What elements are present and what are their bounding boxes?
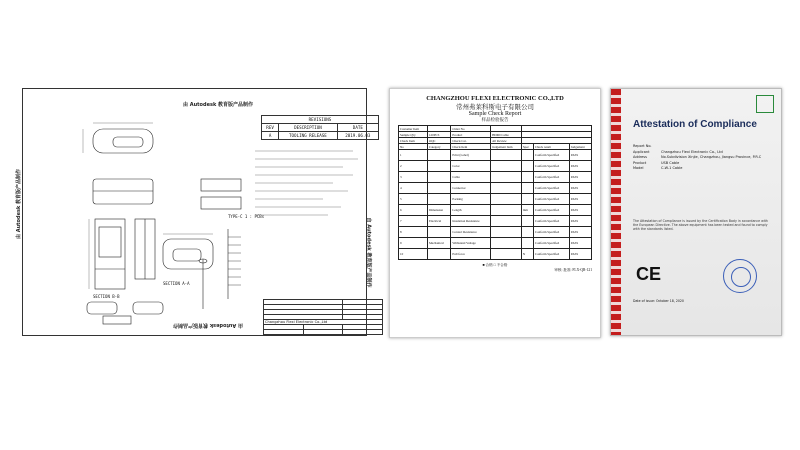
report-column-header: No [399, 144, 428, 150]
report-cell [491, 194, 522, 205]
report-cell [521, 150, 533, 161]
report-cell [491, 205, 522, 216]
certificate-paragraph: The Attestation of Compliance is issued by the Certification Body in accordance with the European Directive. The above equipment has been tested and found to comply with the standards listed. [633, 219, 768, 232]
report-cell: Insulation Resistance [451, 216, 491, 227]
technical-drawing [16, 88, 372, 336]
report-cell: Conform Specified [533, 161, 569, 172]
report-cell: Conform Specified [533, 249, 569, 260]
report-row [399, 238, 592, 249]
watermark-bottom: 由 Autodesk 教育版产品制作 [173, 322, 244, 328]
report-table [398, 125, 592, 260]
report-cell: Print (Label) [451, 150, 491, 161]
report-cell [427, 183, 450, 194]
report-cell: Packing [451, 194, 491, 205]
report-cell: Withstand Voltage [451, 238, 491, 249]
report-row [399, 183, 592, 194]
report-row [399, 216, 592, 227]
report-cell: PASS [569, 194, 591, 205]
rev-header: DESCRIPTION [279, 124, 338, 132]
rev-cell: A [262, 132, 279, 140]
report-cell: PASS [569, 238, 591, 249]
report-cell: PASS [569, 183, 591, 194]
report-cell [491, 249, 522, 260]
report-column-header: Check Item [451, 144, 491, 150]
report-cell: Conform Specified [533, 194, 569, 205]
report-cell: Length [451, 205, 491, 216]
report-cell [491, 161, 522, 172]
report-column-header: Category [427, 144, 450, 150]
report-cell: PASS [569, 161, 591, 172]
ce-mark-icon: CE [636, 264, 662, 284]
report-cell [521, 161, 533, 172]
report-row [399, 194, 592, 205]
report-header-cell: Order No [451, 126, 491, 132]
report-cell: 6 [399, 205, 428, 216]
rev-header: DATE [337, 124, 378, 132]
report-cell [427, 172, 450, 183]
report-cell [427, 227, 450, 238]
report-column-header: Check result [533, 144, 569, 150]
rev-cell: TOOLING RELEASE [279, 132, 338, 140]
report-header-cell: HDMI Cable [491, 132, 522, 138]
report-codes: 审核: 批准: FLX-QR-121 [554, 268, 592, 272]
drawing-label: TYPE-C 1 : PCBs [228, 214, 265, 219]
report-cell: Conform Specified [533, 227, 569, 238]
report-cell: Conform Specified [533, 238, 569, 249]
report-cell [521, 216, 533, 227]
report-cell [521, 172, 533, 183]
report-title: Sample Check Report [468, 111, 522, 117]
certificate-date: Date of issue: October 18, 2020 [633, 299, 684, 303]
report-header-cell: Check Item [399, 138, 428, 144]
report-company-cn: 常州弗莱科斯电子有限公司 [456, 104, 534, 111]
sample-check-report [389, 88, 601, 338]
rev-header: REV [262, 124, 279, 132]
report-cell: 1 [399, 150, 428, 161]
report-cell [427, 161, 450, 172]
report-cell: Cable [451, 172, 491, 183]
report-cell: 7 [399, 216, 428, 227]
report-cell: Conform Specified [533, 216, 569, 227]
report-cell: PASS [569, 216, 591, 227]
report-cell: 2 [399, 161, 428, 172]
certificate-field-key: Applicant [633, 149, 650, 154]
report-cell: PASS [569, 227, 591, 238]
watermark-top: 由 Autodesk 教育版产品制作 [183, 102, 254, 108]
report-cell: Electrical [427, 216, 450, 227]
title-block [263, 299, 383, 335]
watermark-left: 由 Autodesk 教育版产品制作 [16, 168, 22, 239]
report-header-cell: Check Cat. [451, 138, 491, 144]
report-cell: 10 [399, 249, 428, 260]
report-row [399, 205, 592, 216]
report-cell [427, 249, 450, 260]
report-row [399, 150, 592, 161]
report-company-en: CHANGZHOU FLEXI ELECTRONIC CO.,LTD [426, 95, 564, 102]
report-cell: Connector [451, 183, 491, 194]
report-row [399, 249, 592, 260]
report-header-cell: Customer Item [399, 126, 428, 132]
report-column-header: Spec [521, 144, 533, 150]
report-cell: Conform Specified [533, 183, 569, 194]
report-cell [491, 216, 522, 227]
report-cell [521, 194, 533, 205]
report-cell: PASS [569, 205, 591, 216]
report-cell [521, 227, 533, 238]
report-cell: Contact Resistance [451, 227, 491, 238]
certificate-border-band [611, 89, 621, 335]
report-cell: 4 [399, 183, 428, 194]
report-cell: 9 [399, 238, 428, 249]
certification-seal-icon [723, 259, 757, 293]
report-cell: PASS [569, 172, 591, 183]
certificate-field-value: Changzhou Flexi Electronic Co., Ltd [661, 149, 723, 154]
certificate-field-key: Report No. [633, 144, 652, 148]
report-cell [491, 150, 522, 161]
watermark-right: 由 Autodesk 教育版产品制作 [365, 217, 372, 288]
report-cell: Conform Specified [533, 172, 569, 183]
report-column-header: Judgement [569, 144, 591, 150]
rev-cell: 2019.06.03 [337, 132, 378, 140]
report-cell: Color [451, 161, 491, 172]
certificate-field-key: Model [633, 166, 644, 170]
report-header-cell: All Review [491, 138, 522, 144]
report-cell: 5 [399, 194, 428, 205]
certificate-field [633, 166, 761, 172]
certificate-field-key: Product [633, 160, 647, 165]
report-cell: PASS [569, 150, 591, 161]
certificate-title: Attestation of Compliance [633, 119, 757, 130]
report-cell: Mechanical [427, 238, 450, 249]
report-legend: ■ 合格 □ 不合格 [482, 263, 508, 267]
report-cell: Dimension [427, 205, 450, 216]
title-block-company: Changzhou Flexi Electronic Co.,Ltd [264, 320, 383, 325]
cert-logo-icon [756, 95, 774, 113]
report-cell: PASS [569, 249, 591, 260]
report-cell [491, 227, 522, 238]
report-cell: Conform Specified [533, 150, 569, 161]
report-subtitle: 样品检验报告 [481, 117, 509, 122]
compliance-certificate [610, 88, 782, 336]
report-cell [491, 183, 522, 194]
report-cell [427, 150, 450, 161]
report-cell [491, 238, 522, 249]
report-cell: 3 [399, 172, 428, 183]
certificate-field-value: No.Subdivision Xinjie, Changzhou, Jiangsu Province, P.R.C [661, 155, 762, 159]
report-cell: mm [521, 205, 533, 216]
report-header-cell: Product [451, 132, 491, 138]
report-header-cell: 120PCS [427, 132, 450, 138]
certificate-field-key: Address [633, 155, 647, 159]
report-cell: N [521, 249, 533, 260]
report-cell [521, 238, 533, 249]
report-cell [427, 194, 450, 205]
report-cell: 8 [399, 227, 428, 238]
report-row [399, 227, 592, 238]
certificate-field-value: USB Cable [661, 160, 680, 165]
report-column-header: Judgement Item [491, 144, 522, 150]
report-cell: Pull force [451, 249, 491, 260]
report-header-cell: Sample Q'ty [399, 132, 428, 138]
report-row [399, 161, 592, 172]
report-row [399, 172, 592, 183]
drawing-label: SECTION B-B [93, 294, 120, 299]
report-cell [521, 183, 533, 194]
drawing-label: SECTION A-A [163, 281, 190, 286]
report-header-cell: OQC [427, 138, 450, 144]
report-cell [491, 172, 522, 183]
report-cell: Conform Specified [533, 205, 569, 216]
certificate-field-value: C-W-1 Cable [661, 166, 683, 170]
certificate-fields [633, 144, 761, 172]
revisions-title: REVISIONS [262, 116, 379, 124]
